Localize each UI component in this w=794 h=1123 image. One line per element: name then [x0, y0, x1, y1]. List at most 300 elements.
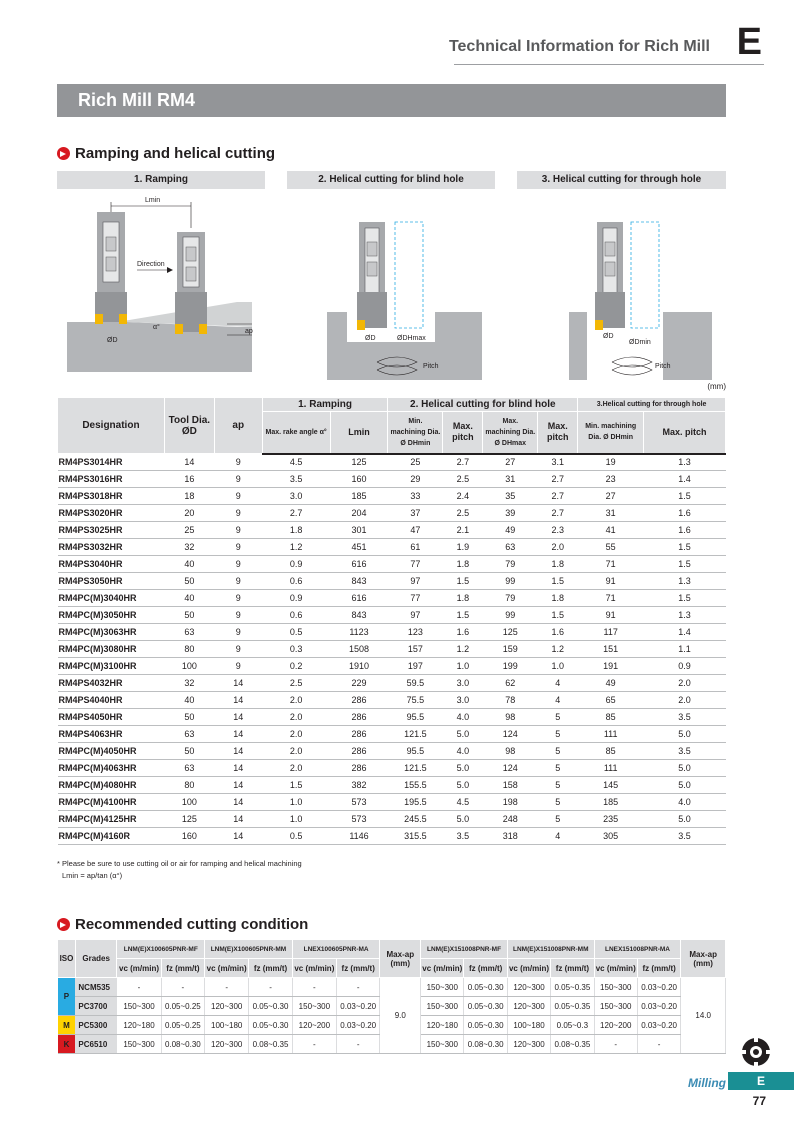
- table-cell: 151: [578, 641, 644, 658]
- table-cell: 29: [388, 471, 443, 488]
- table-cell: 50: [164, 709, 214, 726]
- table-row: [58, 743, 726, 760]
- table-cell: 0.03~0.20: [637, 997, 681, 1016]
- table-cell: 145: [578, 777, 644, 794]
- table-cell: 98: [483, 743, 538, 760]
- table-cell: 121.5: [388, 726, 443, 743]
- table-cell: 191: [578, 658, 644, 675]
- pitch-label: Pitch: [423, 363, 439, 370]
- table-cell: 235: [578, 811, 644, 828]
- table-row: [58, 471, 726, 488]
- table-cell: 0.9: [644, 658, 726, 675]
- table-cell: 14: [214, 726, 262, 743]
- table-cell: 40: [164, 556, 214, 573]
- designation-cell: RM4PC(M)4100HR: [58, 794, 165, 811]
- table-cell: 0.5: [262, 828, 330, 845]
- table-cell: 55: [578, 539, 644, 556]
- table-cell: 41: [578, 522, 644, 539]
- table-cell: 4: [538, 692, 578, 709]
- table-cell: 2.7: [538, 488, 578, 505]
- table-cell: 14: [214, 777, 262, 794]
- table-cell: 1.0: [262, 794, 330, 811]
- table-row: [58, 760, 726, 777]
- col-insert-4: LNM(E)X151008PNR-MF: [421, 940, 508, 959]
- table-cell: 14: [214, 828, 262, 845]
- col-vc: vc (m/min): [421, 959, 464, 978]
- table-cell: 9: [214, 624, 262, 641]
- table-cell: 3.0: [262, 488, 330, 505]
- table-row: [58, 794, 726, 811]
- table-cell: 197: [388, 658, 443, 675]
- table-row: [58, 505, 726, 522]
- table-cell: 2.7: [538, 471, 578, 488]
- table-cell: 117: [578, 624, 644, 641]
- table-cell: 14: [214, 709, 262, 726]
- iso-cell: M: [58, 1016, 76, 1035]
- designation-cell: RM4PC(M)4063HR: [58, 760, 165, 777]
- table-cell: 616: [330, 590, 388, 607]
- col-max-dia-blind: Max. machining Dia. Ø DHmax: [483, 412, 538, 454]
- table-cell: 5.0: [443, 726, 483, 743]
- table-cell: 95.5: [388, 709, 443, 726]
- table-cell: 315.5: [388, 828, 443, 845]
- milling-cutter-icon: [740, 1036, 772, 1068]
- page-header: [0, 22, 794, 62]
- table-cell: 4.5: [443, 794, 483, 811]
- table-cell: 5: [538, 794, 578, 811]
- table-cell: 0.03~0.20: [336, 997, 380, 1016]
- max-ap-cell: 9.0: [380, 978, 421, 1054]
- table-row: [58, 726, 726, 743]
- table-cell: 97: [388, 607, 443, 624]
- table-cell: 99: [483, 607, 538, 624]
- table-cell: 2.4: [443, 488, 483, 505]
- table-cell: -: [292, 1035, 336, 1054]
- table-cell: 1.8: [262, 522, 330, 539]
- section-letter: E: [736, 21, 762, 63]
- table-cell: 63: [164, 624, 214, 641]
- col-vc: vc (m/min): [205, 959, 249, 978]
- col-fz: fz (mm/t): [336, 959, 380, 978]
- table-cell: 49: [483, 522, 538, 539]
- designation-cell: RM4PS3032HR: [58, 539, 165, 556]
- table-cell: 150~300: [594, 997, 637, 1016]
- table-cell: 0.6: [262, 573, 330, 590]
- table-cell: 5: [538, 743, 578, 760]
- table-cell: 3.1: [538, 454, 578, 471]
- table-cell: 5: [538, 811, 578, 828]
- col-min-dia-through: Min. machining Dia. Ø DHmin: [578, 412, 644, 454]
- table-cell: 1.5: [262, 777, 330, 794]
- col-max-rake: Max. rake angle α°: [262, 412, 330, 454]
- col-fz: fz (mm/t): [551, 959, 595, 978]
- table-cell: 150~300: [421, 978, 464, 997]
- table-row: [58, 590, 726, 607]
- table-cell: 0.05~0.30: [249, 1016, 293, 1035]
- designation-cell: RM4PC(M)3080HR: [58, 641, 165, 658]
- table-cell: 97: [388, 573, 443, 590]
- col-insert-3: LNEX100605PNR-MA: [292, 940, 380, 959]
- table-cell: 50: [164, 743, 214, 760]
- table-cell: 5.0: [443, 760, 483, 777]
- table-cell: 5.0: [644, 811, 726, 828]
- table-cell: 0.05~0.3: [551, 1016, 595, 1035]
- table-cell: 0.08~0.30: [464, 1035, 508, 1054]
- table-cell: 14: [214, 675, 262, 692]
- table-cell: 0.05~0.30: [249, 997, 293, 1016]
- max-ap-cell: 14.0: [681, 978, 726, 1054]
- pitch2-label: Pitch: [655, 363, 671, 370]
- table-cell: 185: [330, 488, 388, 505]
- table-cell: 9: [214, 454, 262, 471]
- col-vc: vc (m/min): [292, 959, 336, 978]
- designation-cell: RM4PS3050HR: [58, 573, 165, 590]
- grade-cell: NCM535: [75, 978, 117, 997]
- table-cell: 1.4: [644, 624, 726, 641]
- col-max-pitch-3: Max. pitch: [644, 412, 726, 454]
- table-cell: 78: [483, 692, 538, 709]
- table-row: [58, 709, 726, 726]
- designation-cell: RM4PC(M)3100HR: [58, 658, 165, 675]
- spec-table: [57, 397, 726, 845]
- table-cell: 2.0: [538, 539, 578, 556]
- table-cell: 0.3: [262, 641, 330, 658]
- table-row: [58, 573, 726, 590]
- table-cell: 305: [578, 828, 644, 845]
- alpha-label: α°: [153, 324, 160, 331]
- table-cell: 63: [164, 726, 214, 743]
- table-cell: 124: [483, 726, 538, 743]
- table-cell: 9: [214, 573, 262, 590]
- col-max-pitch-1: Max. pitch: [443, 412, 483, 454]
- table-cell: 286: [330, 760, 388, 777]
- table-cell: 100: [164, 658, 214, 675]
- table-cell: 91: [578, 573, 644, 590]
- col-insert-5: LNM(E)X151008PNR-MM: [507, 940, 594, 959]
- table-cell: 2.5: [262, 675, 330, 692]
- table-cell: 2.1: [443, 522, 483, 539]
- table-cell: 3.5: [644, 828, 726, 845]
- col-vc: vc (m/min): [507, 959, 550, 978]
- table-cell: -: [336, 1035, 380, 1054]
- table-cell: 16: [164, 471, 214, 488]
- table-cell: 0.05~0.30: [464, 1016, 508, 1035]
- group-blind-hole: 2. Helical cutting for blind hole: [388, 398, 578, 412]
- table-cell: 204: [330, 505, 388, 522]
- table-row: [58, 488, 726, 505]
- table-cell: 286: [330, 726, 388, 743]
- table-cell: 1.6: [538, 624, 578, 641]
- table-row: [58, 607, 726, 624]
- table-cell: 50: [164, 573, 214, 590]
- group-ramping: 1. Ramping: [262, 398, 388, 412]
- table-cell: 158: [483, 777, 538, 794]
- table-cell: 160: [164, 828, 214, 845]
- designation-cell: RM4PC(M)3050HR: [58, 607, 165, 624]
- table-cell: 125: [330, 454, 388, 471]
- table-cell: 3.0: [443, 692, 483, 709]
- section-heading-text: Ramping and helical cutting: [75, 145, 276, 162]
- table-cell: 35: [483, 488, 538, 505]
- table-cell: 4.5: [262, 454, 330, 471]
- table-cell: 123: [388, 624, 443, 641]
- table-cell: 185: [578, 794, 644, 811]
- table-cell: 71: [578, 590, 644, 607]
- table-cell: 14: [214, 692, 262, 709]
- table-cell: 199: [483, 658, 538, 675]
- table-cell: -: [594, 1035, 637, 1054]
- col-vc: vc (m/min): [117, 959, 161, 978]
- table-row: [58, 522, 726, 539]
- table-cell: -: [292, 978, 336, 997]
- table-cell: 150~300: [594, 978, 637, 997]
- table-cell: 1.5: [443, 607, 483, 624]
- table-cell: 120~180: [421, 1016, 464, 1035]
- table-cell: 3.5: [644, 709, 726, 726]
- table-cell: 100~180: [205, 1016, 249, 1035]
- section-heading-text: Recommended cutting condition: [75, 916, 309, 933]
- table-cell: 1.8: [538, 590, 578, 607]
- group-through-hole: 3.Helical cutting for through hole: [578, 398, 726, 412]
- table-cell: 2.5: [443, 505, 483, 522]
- table-cell: 0.05~0.30: [464, 997, 508, 1016]
- col-fz: fz (mm/t): [637, 959, 681, 978]
- table-cell: 150~300: [292, 997, 336, 1016]
- table-cell: 85: [578, 743, 644, 760]
- table-cell: 5: [538, 777, 578, 794]
- unit-label: (mm): [707, 382, 726, 391]
- table-cell: 1.0: [538, 658, 578, 675]
- od-label: ØD: [107, 337, 118, 344]
- table-row: [58, 556, 726, 573]
- table-cell: 18: [164, 488, 214, 505]
- spec-table-body: [58, 454, 726, 845]
- table-cell: 2.0: [262, 760, 330, 777]
- table-row: [58, 539, 726, 556]
- table-cell: 14: [214, 811, 262, 828]
- table-cell: 1.5: [644, 590, 726, 607]
- col-iso: ISO: [58, 940, 76, 978]
- table-cell: 5.0: [644, 726, 726, 743]
- table-cell: 1.2: [262, 539, 330, 556]
- designation-cell: RM4PS3040HR: [58, 556, 165, 573]
- table-cell: 1.0: [443, 658, 483, 675]
- table-cell: 2.7: [538, 505, 578, 522]
- table-cell: 65: [578, 692, 644, 709]
- table-cell: 14: [214, 760, 262, 777]
- table-cell: 5: [538, 760, 578, 777]
- table-cell: 1910: [330, 658, 388, 675]
- table-cell: -: [161, 978, 205, 997]
- table-cell: 573: [330, 811, 388, 828]
- table-cell: 77: [388, 556, 443, 573]
- table-cell: 616: [330, 556, 388, 573]
- table-cell: 14: [164, 454, 214, 471]
- table-cell: 31: [483, 471, 538, 488]
- grade-cell: PC3700: [75, 997, 117, 1016]
- table-cell: 120~200: [594, 1016, 637, 1035]
- table-cell: 9: [214, 522, 262, 539]
- table-cell: 50: [164, 607, 214, 624]
- table-cell: 4: [538, 828, 578, 845]
- col-designation: Designation: [58, 398, 165, 454]
- table-cell: 150~300: [421, 997, 464, 1016]
- table-cell: 3.5: [443, 828, 483, 845]
- table-cell: 20: [164, 505, 214, 522]
- table-cell: 2.0: [262, 692, 330, 709]
- table-cell: 451: [330, 539, 388, 556]
- table-cell: 1.8: [443, 556, 483, 573]
- table-cell: 2.0: [644, 692, 726, 709]
- table-cell: 1123: [330, 624, 388, 641]
- table-cell: 0.03~0.20: [637, 1016, 681, 1035]
- table-cell: 9: [214, 641, 262, 658]
- header-title: Technical Information for Rich Mill: [448, 38, 710, 55]
- table-cell: 0.08~0.35: [249, 1035, 293, 1054]
- table-cell: -: [249, 978, 293, 997]
- table-cell: 0.05~0.30: [464, 978, 508, 997]
- table-cell: 318: [483, 828, 538, 845]
- designation-cell: RM4PS3016HR: [58, 471, 165, 488]
- grade-cell: PC6510: [75, 1035, 117, 1054]
- table-cell: 9: [214, 505, 262, 522]
- table-cell: 0.9: [262, 556, 330, 573]
- table-cell: 0.05~0.25: [161, 1016, 205, 1035]
- table-cell: 155.5: [388, 777, 443, 794]
- col-grades: Grades: [75, 940, 117, 978]
- table-cell: 5: [538, 726, 578, 743]
- table-cell: 121.5: [388, 760, 443, 777]
- tab-ramping: 1. Ramping: [57, 171, 265, 189]
- table-cell: 95.5: [388, 743, 443, 760]
- blind-hole-diagram: [287, 192, 497, 382]
- table-cell: 1.3: [644, 454, 726, 471]
- table-cell: 63: [164, 760, 214, 777]
- table-cell: 573: [330, 794, 388, 811]
- table-cell: 1.2: [538, 641, 578, 658]
- designation-cell: RM4PS4040HR: [58, 692, 165, 709]
- table-cell: 14: [214, 794, 262, 811]
- table-cell: 14: [214, 743, 262, 760]
- table-cell: 286: [330, 692, 388, 709]
- designation-cell: RM4PS3025HR: [58, 522, 165, 539]
- table-cell: 2.0: [262, 743, 330, 760]
- table-row: [58, 658, 726, 675]
- table-cell: 843: [330, 607, 388, 624]
- col-vc: vc (m/min): [594, 959, 637, 978]
- table-cell: 0.2: [262, 658, 330, 675]
- table-cell: 2.0: [644, 675, 726, 692]
- col-fz: fz (mm/t): [464, 959, 508, 978]
- ramping-diagram: [57, 192, 267, 378]
- table-cell: 1.5: [644, 556, 726, 573]
- odhmin-label: ØDmin: [629, 339, 651, 346]
- table-cell: 47: [388, 522, 443, 539]
- bullet-arrow-icon: [57, 918, 70, 931]
- table-cell: 4.0: [443, 743, 483, 760]
- table-cell: 2.5: [443, 471, 483, 488]
- through-hole-diagram: [517, 192, 727, 382]
- table-row: [58, 777, 726, 794]
- table-cell: 1.2: [443, 641, 483, 658]
- table-cell: 9: [214, 556, 262, 573]
- designation-cell: RM4PC(M)4160R: [58, 828, 165, 845]
- table-cell: 9: [214, 539, 262, 556]
- table-cell: -: [205, 978, 249, 997]
- designation-cell: RM4PS3018HR: [58, 488, 165, 505]
- table-cell: 79: [483, 556, 538, 573]
- table-cell: -: [637, 1035, 681, 1054]
- table-cell: 4: [538, 675, 578, 692]
- table-cell: 2.7: [443, 454, 483, 471]
- table-cell: 33: [388, 488, 443, 505]
- table-cell: 59.5: [388, 675, 443, 692]
- table-cell: 111: [578, 726, 644, 743]
- table-cell: 120~200: [292, 1016, 336, 1035]
- table-cell: 120~300: [507, 997, 550, 1016]
- grade-cell: PC5300: [75, 1016, 117, 1035]
- table-cell: 2.3: [538, 522, 578, 539]
- table-cell: 3.0: [443, 675, 483, 692]
- table-cell: 0.05~0.35: [551, 978, 595, 997]
- col-insert-2: LNM(E)X100605PNR-MM: [205, 940, 293, 959]
- col-insert-6: LNEX151008PNR-MA: [594, 940, 681, 959]
- table-cell: 195.5: [388, 794, 443, 811]
- table-cell: 79: [483, 590, 538, 607]
- table-cell: 23: [578, 471, 644, 488]
- table-cell: 2.0: [262, 709, 330, 726]
- table-cell: 0.08~0.35: [551, 1035, 595, 1054]
- table-cell: 1.8: [538, 556, 578, 573]
- page-number: 77: [752, 1094, 766, 1108]
- table-cell: 3.5: [644, 743, 726, 760]
- table-cell: 98: [483, 709, 538, 726]
- table-cell: 25: [388, 454, 443, 471]
- table-cell: 1146: [330, 828, 388, 845]
- table-cell: 0.03~0.20: [637, 978, 681, 997]
- table-cell: 286: [330, 709, 388, 726]
- page-footer: [0, 1030, 794, 1123]
- table-cell: 1.6: [644, 522, 726, 539]
- table-cell: -: [117, 978, 161, 997]
- table-cell: 40: [164, 590, 214, 607]
- table-cell: 2.0: [262, 726, 330, 743]
- designation-cell: RM4PC(M)4080HR: [58, 777, 165, 794]
- odhmax-label: ØDHmax: [397, 335, 426, 342]
- table-cell: 0.05~0.35: [551, 997, 595, 1016]
- table-cell: 99: [483, 573, 538, 590]
- table-cell: 91: [578, 607, 644, 624]
- designation-cell: RM4PC(M)4050HR: [58, 743, 165, 760]
- table-cell: 27: [483, 454, 538, 471]
- table-row: [58, 692, 726, 709]
- table-cell: 1.8: [443, 590, 483, 607]
- table-cell: 111: [578, 760, 644, 777]
- table-cell: 1.4: [644, 471, 726, 488]
- table-cell: 2.7: [262, 505, 330, 522]
- table-cell: 120~180: [117, 1016, 161, 1035]
- col-max-pitch-2: Max. pitch: [538, 412, 578, 454]
- iso-cell: K: [58, 1035, 76, 1054]
- table-cell: 150~300: [421, 1035, 464, 1054]
- table-row: [58, 811, 726, 828]
- table-cell: 100~180: [507, 1016, 550, 1035]
- table-row: [58, 675, 726, 692]
- col-ap: ap: [214, 398, 262, 454]
- col-tool-dia: Tool Dia. ØD: [164, 398, 214, 454]
- table-cell: 0.5: [262, 624, 330, 641]
- product-banner: [57, 84, 726, 117]
